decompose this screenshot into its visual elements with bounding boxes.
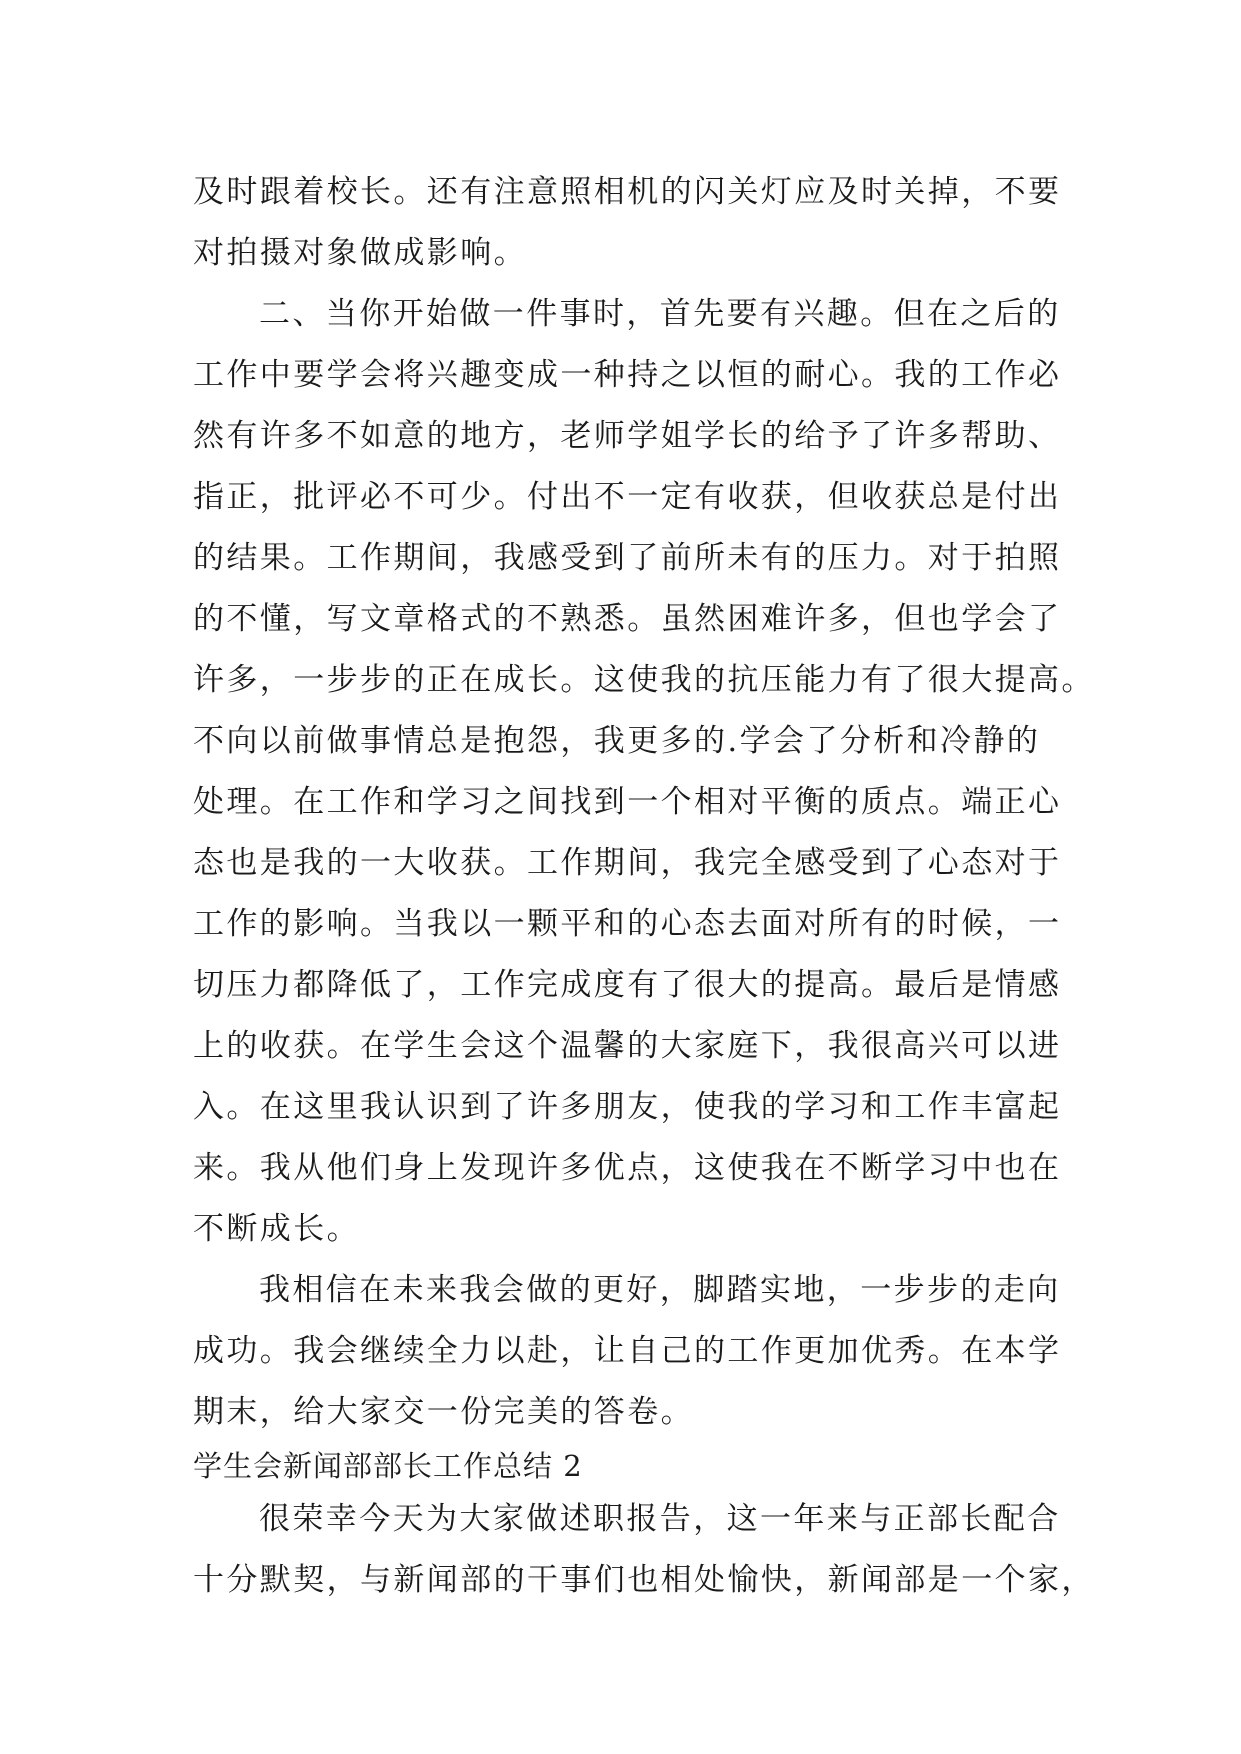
text-line: 工作的影响。当我以一颗平和的心态去面对所有的时候，一 xyxy=(193,906,1062,942)
text-line: 工作中要学会将兴趣变成一种持之以恒的耐心。我的工作必 xyxy=(193,357,1062,393)
paragraph-3 xyxy=(193,1260,1062,1443)
text-line: 不向以前做事情总是抱怨，我更多的.学会了分析和冷静的 xyxy=(193,723,1041,759)
paragraph-2 xyxy=(193,284,1095,1260)
text-line: 的不懂，写文章格式的不熟悉。虽然困难许多，但也学会了 xyxy=(193,601,1062,637)
text-line: 指正，批评必不可少。付出不一定有收获，但收获总是付出 xyxy=(193,479,1062,515)
section-heading: 学生会新闻部部长工作总结 2 xyxy=(193,1449,583,1483)
text-line: 很荣幸今天为大家做述职报告，这一年来与正部长配合 xyxy=(259,1501,1061,1537)
paragraph-1 xyxy=(193,162,1062,284)
text-line: 及时跟着校长。还有注意照相机的闪关灯应及时关掉，不要 xyxy=(193,174,1062,210)
text-line: 许多，一步步的正在成长。这使我的抗压能力有了很大提高。 xyxy=(193,662,1095,698)
text-line: 来。我从他们身上发现许多优点，这使我在不断学习中也在 xyxy=(193,1150,1062,1186)
text-line: 然有许多不如意的地方，老师学姐学长的给予了许多帮助、 xyxy=(193,418,1062,454)
text-line: 期末，给大家交一份完美的答卷。 xyxy=(193,1394,694,1430)
text-line: 处理。在工作和学习之间找到一个相对平衡的质点。端正心 xyxy=(193,784,1062,820)
text-line: 十分默契，与新闻部的干事们也相处愉快，新闻部是一个家， xyxy=(193,1562,1095,1598)
text-line: 入。在这里我认识到了许多朋友，使我的学习和工作丰富起 xyxy=(193,1089,1062,1125)
text-line: 的结果。工作期间，我感受到了前所未有的压力。对于拍照 xyxy=(193,540,1062,576)
text-line: 我相信在未来我会做的更好，脚踏实地，一步步的走向 xyxy=(259,1272,1061,1308)
paragraph-4 xyxy=(193,1489,1095,1611)
text-line: 对拍摄对象做成影响。 xyxy=(193,235,527,271)
text-line: 不断成长。 xyxy=(193,1211,360,1247)
text-line: 上的收获。在学生会这个温馨的大家庭下，我很高兴可以进 xyxy=(193,1028,1062,1064)
text-line: 切压力都降低了，工作完成度有了很大的提高。最后是情感 xyxy=(193,967,1062,1003)
document-page xyxy=(193,162,1095,1611)
text-line: 二、当你开始做一件事时，首先要有兴趣。但在之后的 xyxy=(259,296,1061,332)
text-line: 成功。我会继续全力以赴，让自己的工作更加优秀。在本学 xyxy=(193,1333,1062,1369)
text-line: 态也是我的一大收获。工作期间，我完全感受到了心态对于 xyxy=(193,845,1062,881)
